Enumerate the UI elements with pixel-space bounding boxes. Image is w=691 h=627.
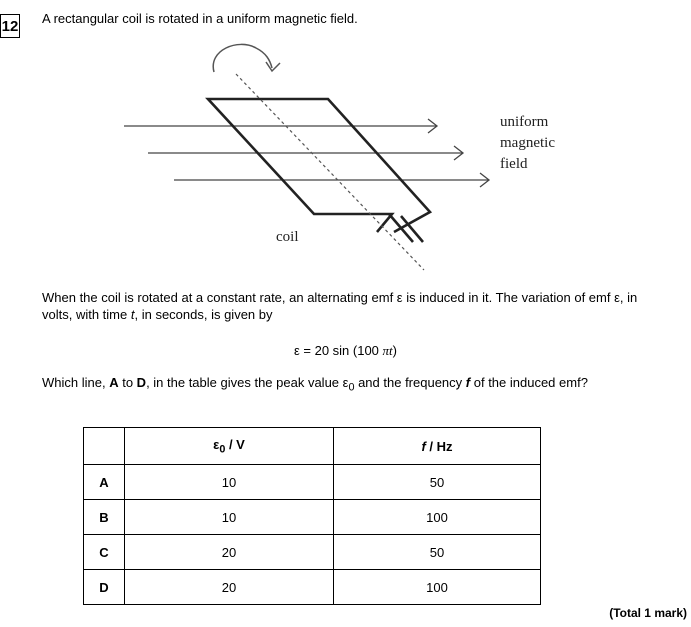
question-stem: A rectangular coil is rotated in a uniform magnetic field.: [42, 11, 358, 26]
option-frequency: 50: [334, 465, 541, 500]
field-label-line-1: uniform: [500, 114, 549, 130]
option-frequency: 100: [334, 500, 541, 535]
option-letter: A: [84, 465, 125, 500]
option-emf: 20: [125, 570, 334, 605]
option-frequency: 100: [334, 570, 541, 605]
option-emf: 10: [125, 465, 334, 500]
table-row[interactable]: [84, 535, 541, 570]
rotation-arrow: [213, 44, 272, 72]
table-row[interactable]: [84, 570, 541, 605]
rotation-arrowhead: [266, 62, 280, 71]
header-frequency: f / Hz: [334, 428, 541, 465]
field-label-line-3: field: [500, 156, 528, 172]
option-emf: 20: [125, 535, 334, 570]
table-row[interactable]: [84, 465, 541, 500]
coil-diagram: [0, 0, 691, 290]
option-letter: C: [84, 535, 125, 570]
answer-table: [83, 427, 541, 605]
coil-label: coil: [276, 229, 299, 245]
rotation-axis: [236, 74, 424, 270]
total-marks: (Total 1 mark): [609, 606, 687, 620]
question-paragraph: When the coil is rotated at a constant rate, an alternating emf ε is induced in it. The variation of emf ε, in volts, with time t, in seconds, is given by: [42, 290, 638, 322]
option-frequency: 50: [334, 535, 541, 570]
option-letter: B: [84, 500, 125, 535]
option-emf: 10: [125, 500, 334, 535]
header-blank: [84, 428, 125, 465]
table-row[interactable]: [84, 500, 541, 535]
emf-equation: ε = 20 sin (100 πt): [293, 343, 397, 358]
coil: [208, 99, 430, 242]
header-peak-emf: $\varepsilon_0$ / V: [125, 428, 334, 465]
option-letter: D: [84, 570, 125, 605]
field-lines: [124, 119, 489, 187]
question-prompt: Which line, A to D, in the table gives the peak value $\varepsilon_0$ and the frequency f of the induced emf?: [42, 375, 588, 394]
field-label-line-2: magnetic: [500, 135, 555, 151]
question-number: 12: [0, 14, 20, 38]
table-header-row: [84, 428, 541, 465]
